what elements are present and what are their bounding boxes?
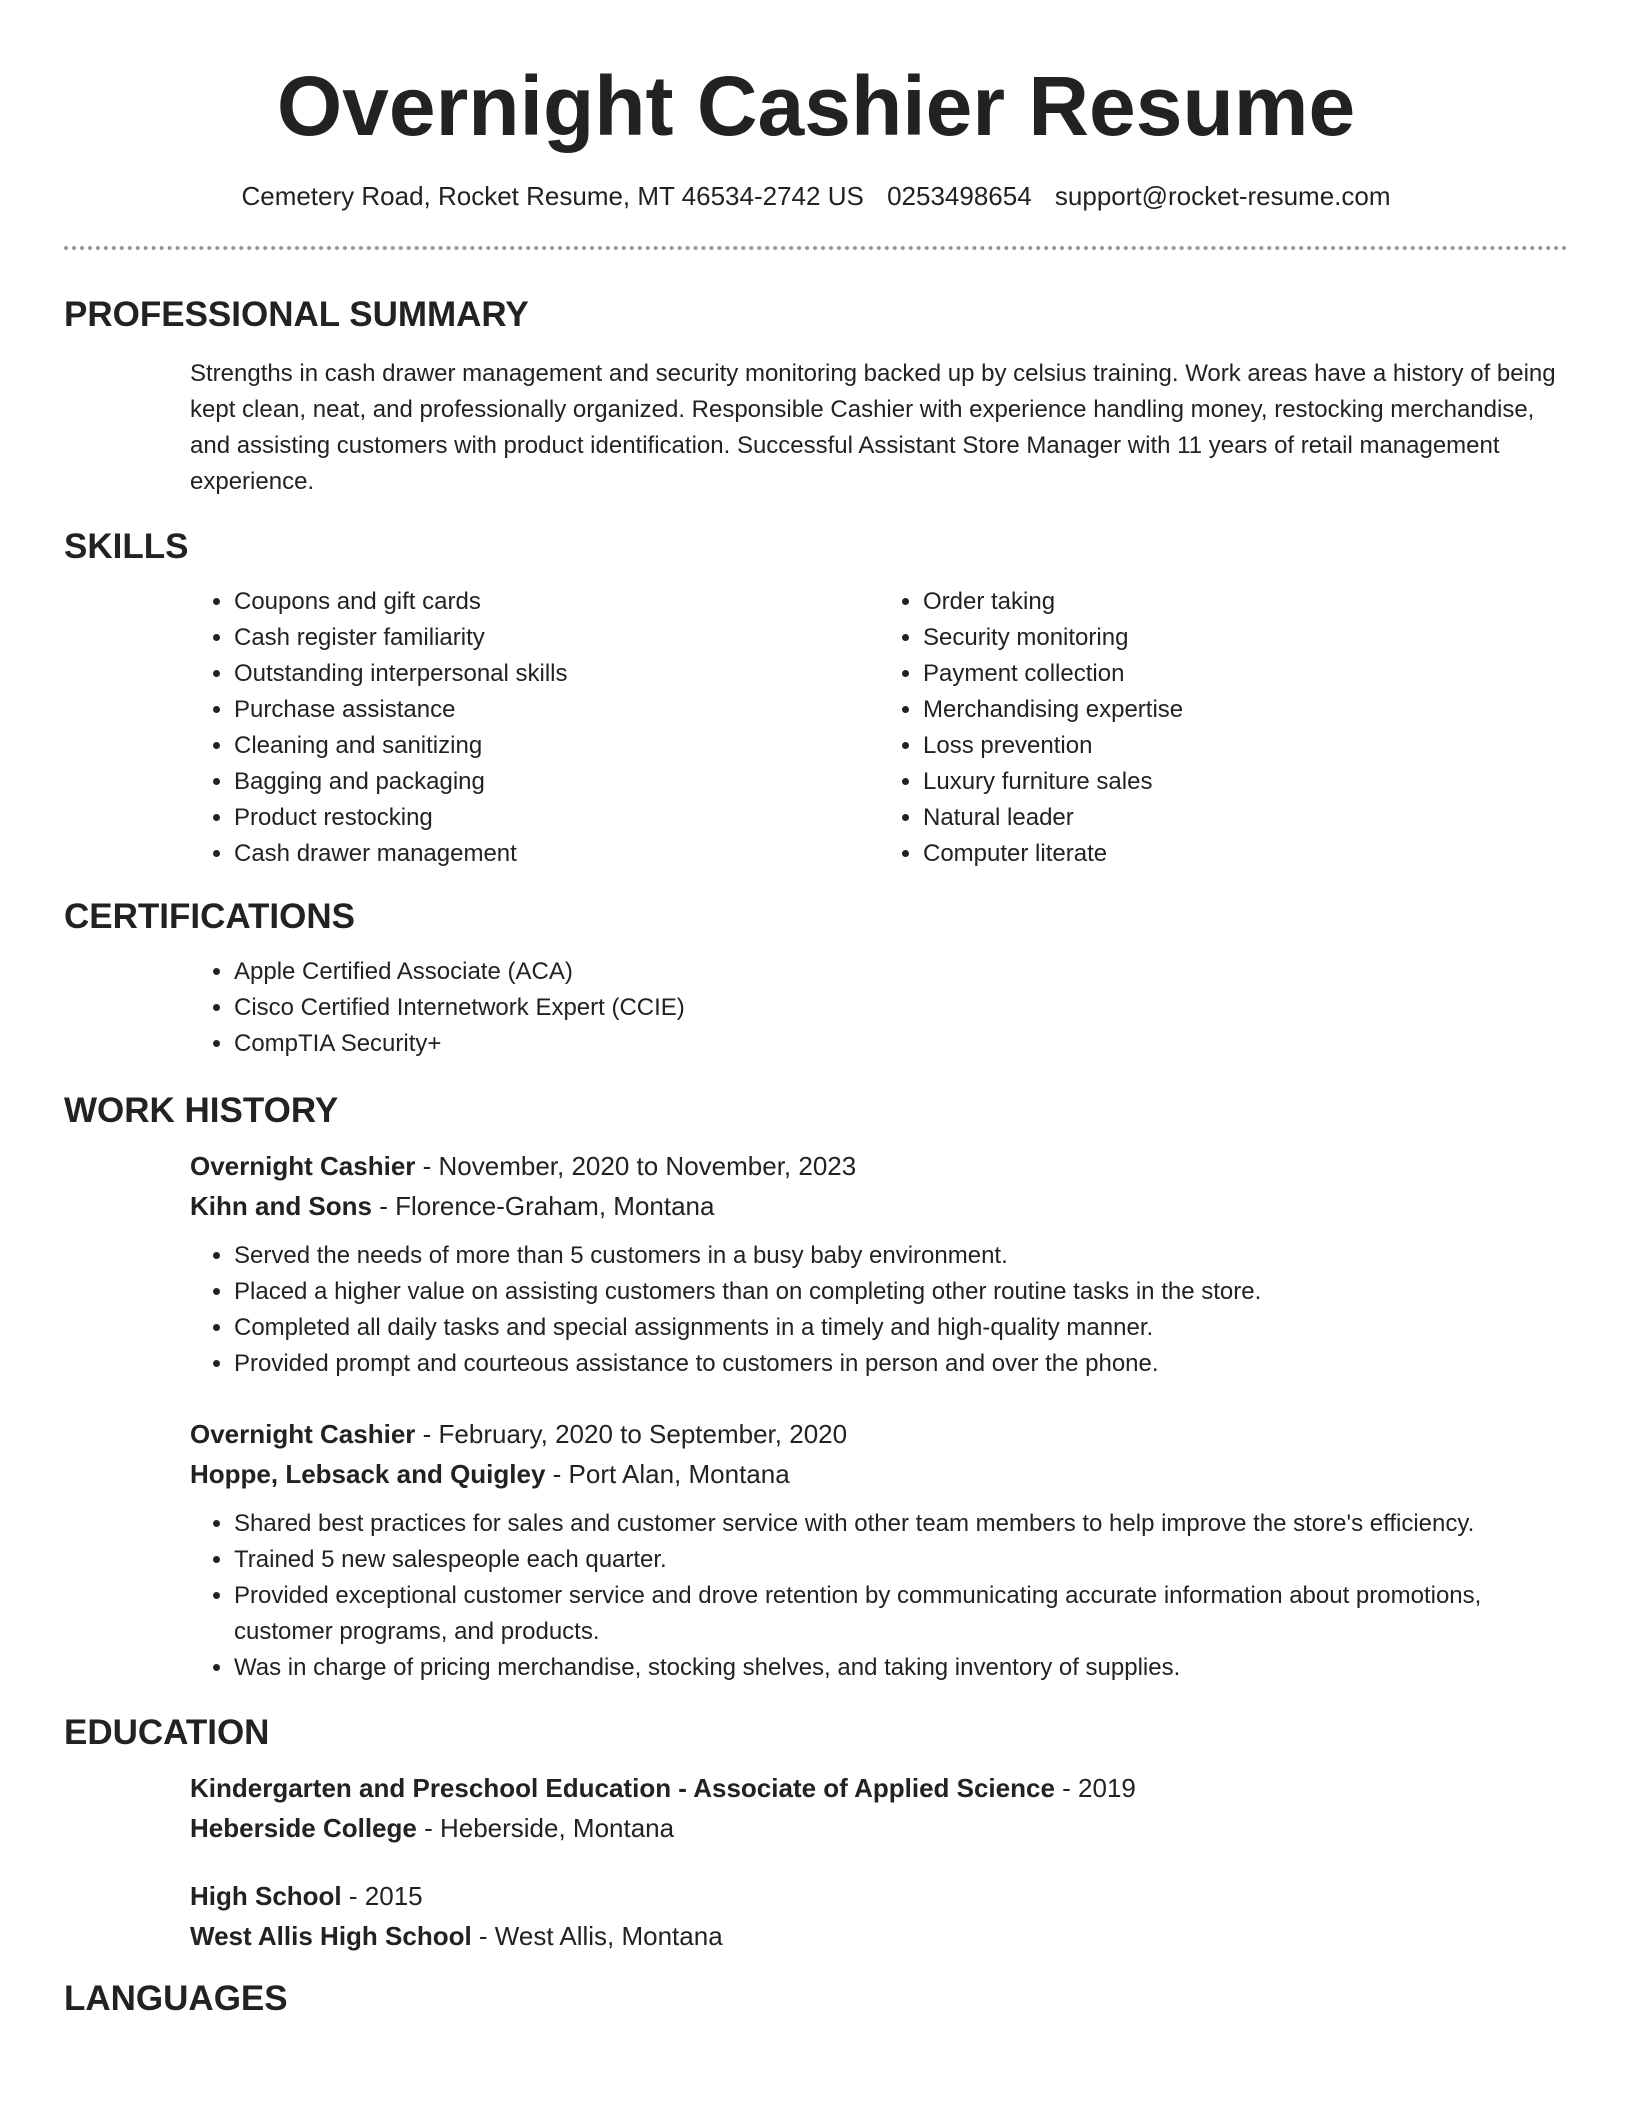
contact-address: Cemetery Road, Rocket Resume, MT 46534-2742 US: [241, 181, 864, 211]
education-school: West Allis High School: [190, 1921, 472, 1951]
skill-item: • Luxury furniture sales: [923, 764, 1568, 800]
section-title-education: EDUCATION: [64, 1713, 270, 1752]
job-location: - Port Alan, Montana: [545, 1459, 790, 1489]
skill-item: • Loss prevention: [923, 728, 1568, 764]
contact-line: [64, 180, 1568, 212]
education-entry: [190, 1876, 1568, 1956]
job-entry: [190, 1414, 1568, 1686]
job-bullet: • Shared best practices for sales and customer service with other team members to help improve the store's efficiency.: [234, 1506, 1568, 1542]
resume-title: Overnight Cashier Resume: [276, 59, 1356, 153]
skill-item: • Natural leader: [923, 800, 1568, 836]
skill-item: • Cash drawer management: [234, 836, 879, 872]
certification-item: • CompTIA Security+: [234, 1026, 1568, 1062]
education-school-line: [190, 1916, 1568, 1956]
skill-item: • Outstanding interpersonal skills: [234, 656, 879, 692]
education-school-line: [190, 1808, 1568, 1848]
education-degree-line: [190, 1876, 1568, 1916]
education-degree: High School: [190, 1881, 342, 1911]
job-bullet: • Provided prompt and courteous assistance to customers in person and over the phone.: [234, 1346, 1568, 1382]
job-title-line: [190, 1414, 1568, 1454]
section-title-certifications: CERTIFICATIONS: [64, 897, 356, 936]
job-bullet: • Provided exceptional customer service and drove retention by communicating accurate information about promotions, customer programs, and products.: [234, 1578, 1568, 1650]
job-dates: - November, 2020 to November, 2023: [415, 1151, 857, 1181]
header-divider: [64, 246, 1568, 250]
skills-list-right: [879, 584, 1568, 872]
contact-phone: 0253498654: [887, 181, 1032, 211]
education-location: - West Allis, Montana: [471, 1921, 723, 1951]
skill-item: • Coupons and gift cards: [234, 584, 879, 620]
certifications-list: [190, 954, 1568, 1062]
job-company-line: [190, 1454, 1568, 1494]
job-dates: - February, 2020 to September, 2020: [415, 1419, 848, 1449]
skill-item: • Order taking: [923, 584, 1568, 620]
section-title-languages: LANGUAGES: [64, 1979, 288, 2018]
job-company: Hoppe, Lebsack and Quigley: [190, 1459, 546, 1489]
section-title-skills: SKILLS: [64, 527, 189, 566]
job-bullet: • Placed a higher value on assisting customers than on completing other routine tasks in the store.: [234, 1274, 1568, 1310]
job-bullets: [190, 1506, 1568, 1686]
job-entry: [190, 1146, 1568, 1382]
certification-item: • Cisco Certified Internetwork Expert (CCIE): [234, 990, 1568, 1026]
job-company-line: [190, 1186, 1568, 1226]
skill-item: • Computer literate: [923, 836, 1568, 872]
skill-item: • Merchandising expertise: [923, 692, 1568, 728]
summary-text: Strengths in cash drawer management and security monitoring backed up by celsius training. Work areas have a history of being kept clean, neat, and professionally organized. Responsible Cashier with experience handling money, restocking merchandise, and assisting customers with product identification. Successful Assistant Store Manager with 11 years of retail management experience.: [190, 360, 1556, 495]
job-location: - Florence-Graham, Montana: [372, 1191, 715, 1221]
education-school: Heberside College: [190, 1813, 417, 1843]
job-role: Overnight Cashier: [190, 1151, 416, 1181]
education-degree: Kindergarten and Preschool Education - Associate of Applied Science: [190, 1773, 1055, 1803]
skill-item: • Bagging and packaging: [234, 764, 879, 800]
certifications-block: [190, 954, 1568, 1062]
skill-item: • Cleaning and sanitizing: [234, 728, 879, 764]
contact-email: support@rocket-resume.com: [1054, 181, 1391, 211]
certification-item: • Apple Certified Associate (ACA): [234, 954, 1568, 990]
education-degree-line: [190, 1768, 1568, 1808]
skill-item: • Product restocking: [234, 800, 879, 836]
job-bullets: [190, 1238, 1568, 1382]
section-title-summary: PROFESSIONAL SUMMARY: [64, 295, 529, 334]
skill-item: • Purchase assistance: [234, 692, 879, 728]
education-year: - 2019: [1054, 1773, 1136, 1803]
skill-item: • Payment collection: [923, 656, 1568, 692]
skills-grid: [190, 584, 1568, 872]
job-title-line: [190, 1146, 1568, 1186]
job-bullet: • Served the needs of more than 5 customers in a busy baby environment.: [234, 1238, 1568, 1274]
job-company: Kihn and Sons: [190, 1191, 372, 1221]
job-bullet: • Completed all daily tasks and special assignments in a timely and high-quality manner.: [234, 1310, 1568, 1346]
job-bullet: • Was in charge of pricing merchandise, stocking shelves, and taking inventory of supplies.: [234, 1650, 1568, 1686]
skill-item: • Cash register familiarity: [234, 620, 879, 656]
skills-list-left: [190, 584, 879, 872]
education-location: - Heberside, Montana: [416, 1813, 675, 1843]
education-entry: [190, 1768, 1568, 1848]
skill-item: • Security monitoring: [923, 620, 1568, 656]
job-role: Overnight Cashier: [190, 1419, 416, 1449]
job-bullet: • Trained 5 new salespeople each quarter.: [234, 1542, 1568, 1578]
section-title-work-history: WORK HISTORY: [64, 1091, 339, 1130]
education-year: - 2015: [341, 1881, 423, 1911]
